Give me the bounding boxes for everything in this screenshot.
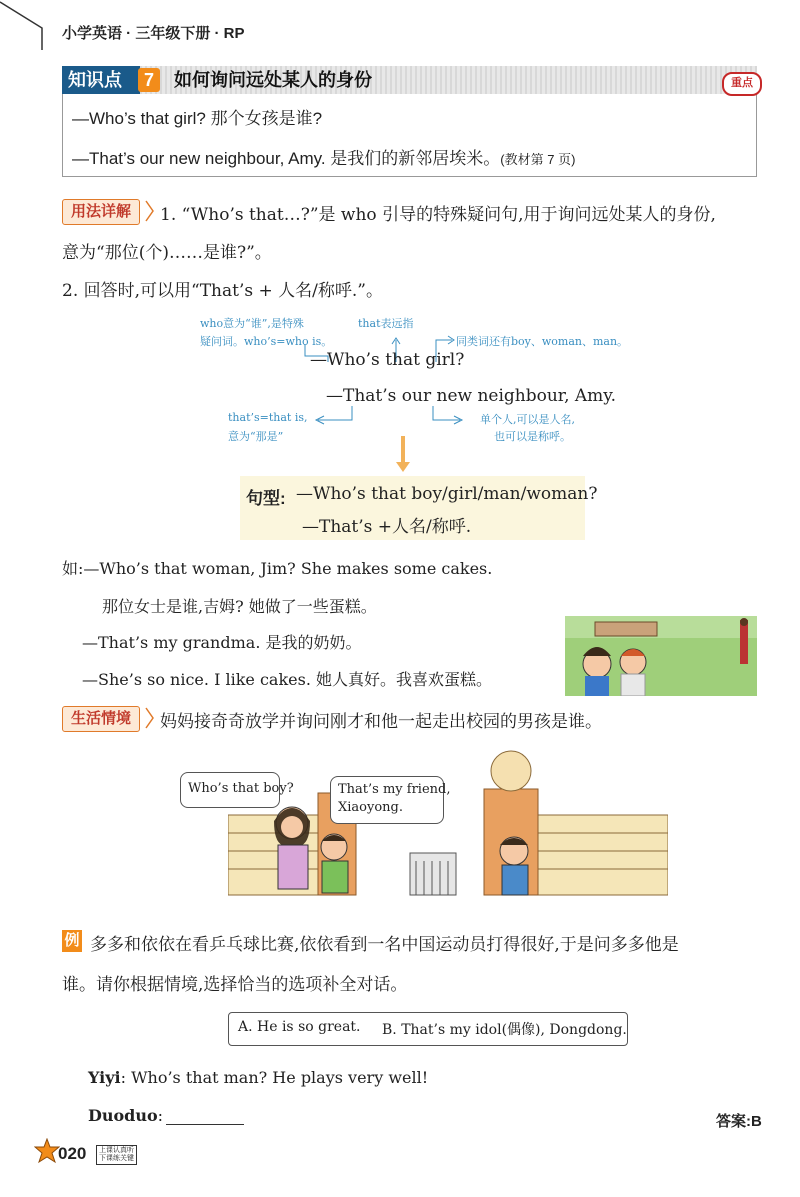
bubble-2-text-1: That’s my friend,	[338, 782, 451, 797]
bubble-1-text: Who’s that boy?	[188, 781, 294, 796]
ann-6: 意为“那是”	[228, 430, 284, 443]
example-line-2: 那位女士是谁,吉姆? 她做了一些蛋糕。	[102, 597, 377, 616]
pattern-label: 句型:	[246, 489, 286, 508]
diagram-question: —Who’s that girl?	[310, 350, 465, 370]
ann-2: 疑问词。who’s=who is。	[200, 335, 333, 348]
example-line-1: 如:—Who’s that woman, Jim? She makes some cakes.	[62, 559, 493, 578]
footer-slogan: 上课认真听 下课练关键	[96, 1145, 137, 1165]
usage-p1a: 1. “Who’s that…?”是 who 引导的特殊疑问句,用于询问远处某人的身份,	[160, 205, 716, 225]
exercise-line-1: 多多和依依在看乒乓球比赛,依依看到一名中国运动员打得很好,于是问多多他是	[90, 935, 679, 955]
pattern-line-2: —That’s +人名/称呼.	[302, 517, 472, 537]
chevron-right-icon	[145, 706, 155, 730]
yiyi-line: Yiyi: Who’s that man? He plays very well!	[88, 1068, 429, 1087]
page-number: 020	[58, 1144, 87, 1163]
ann-4: 同类词还有boy、woman、man。	[456, 335, 629, 348]
life-scenario-text: 妈妈接奇奇放学并询问刚才和他一起走出校园的男孩是谁。	[160, 712, 602, 732]
knowledge-point-number: 7	[138, 68, 160, 92]
bubble-2-text-2: Xiaoyong.	[338, 800, 403, 815]
knowledge-point-tag: 知识点	[62, 66, 140, 94]
kids-on-grass-illustration	[565, 616, 757, 696]
corner-line	[0, 0, 60, 50]
usage-tag: 用法详解	[62, 199, 140, 225]
ann-3: that表远指	[358, 317, 414, 330]
ann-5: that’s=that is,	[228, 411, 308, 424]
option-a: A. He is so great.	[238, 1019, 361, 1035]
usage-p1b: 意为“那位(个)……是谁?”。	[62, 243, 272, 263]
answer: 答案:B	[716, 1113, 762, 1130]
diagram-answer: —That’s our new neighbour, Amy.	[326, 386, 617, 406]
annotation-arrows-bottom	[300, 404, 500, 434]
knowledge-point-title: 如何询问远处某人的身份	[174, 70, 372, 90]
knowledge-point-bar	[62, 66, 757, 94]
example-line-3: —That’s my grandma. 是我的奶奶。	[82, 633, 362, 652]
star-mascot-icon	[34, 1138, 60, 1164]
usage-p2: 2. 回答时,可以用“That’s + 人名/称呼.”。	[62, 281, 383, 301]
down-arrow-icon	[393, 436, 413, 476]
duoduo-line: Duoduo:	[88, 1106, 164, 1125]
key-point-badge: 重点	[722, 72, 762, 96]
chevron-right-icon	[145, 199, 155, 223]
kp-line-2: —That’s our new neighbour, Amy. 是我们的新邻居埃米。(教材第 7 页)	[72, 149, 576, 168]
answer-blank[interactable]	[166, 1124, 244, 1125]
option-b: B. That’s my idol(偶像), Dongdong.	[382, 1022, 627, 1038]
example-line-4: —She’s so nice. I like cakes. 她人真好。我喜欢蛋糕。	[82, 670, 493, 689]
ann-1: who意为“谁”,是特殊	[200, 317, 304, 330]
ann-8: 也可以是称呼。	[494, 430, 571, 443]
kp-line-1: —Who’s that girl? 那个女孩是谁?	[72, 109, 323, 128]
example-mark: 例	[62, 930, 82, 952]
page-header: 小学英语 · 三年级下册 · RP	[62, 25, 245, 42]
school-gate-illustration	[228, 745, 668, 905]
ann-7: 单个人,可以是人名,	[480, 413, 575, 426]
exercise-line-2: 谁。请你根据情境,选择恰当的选项补全对话。	[62, 975, 408, 995]
pattern-line-1: —Who’s that boy/girl/man/woman?	[296, 484, 598, 504]
life-scenario-tag: 生活情境	[62, 706, 140, 732]
